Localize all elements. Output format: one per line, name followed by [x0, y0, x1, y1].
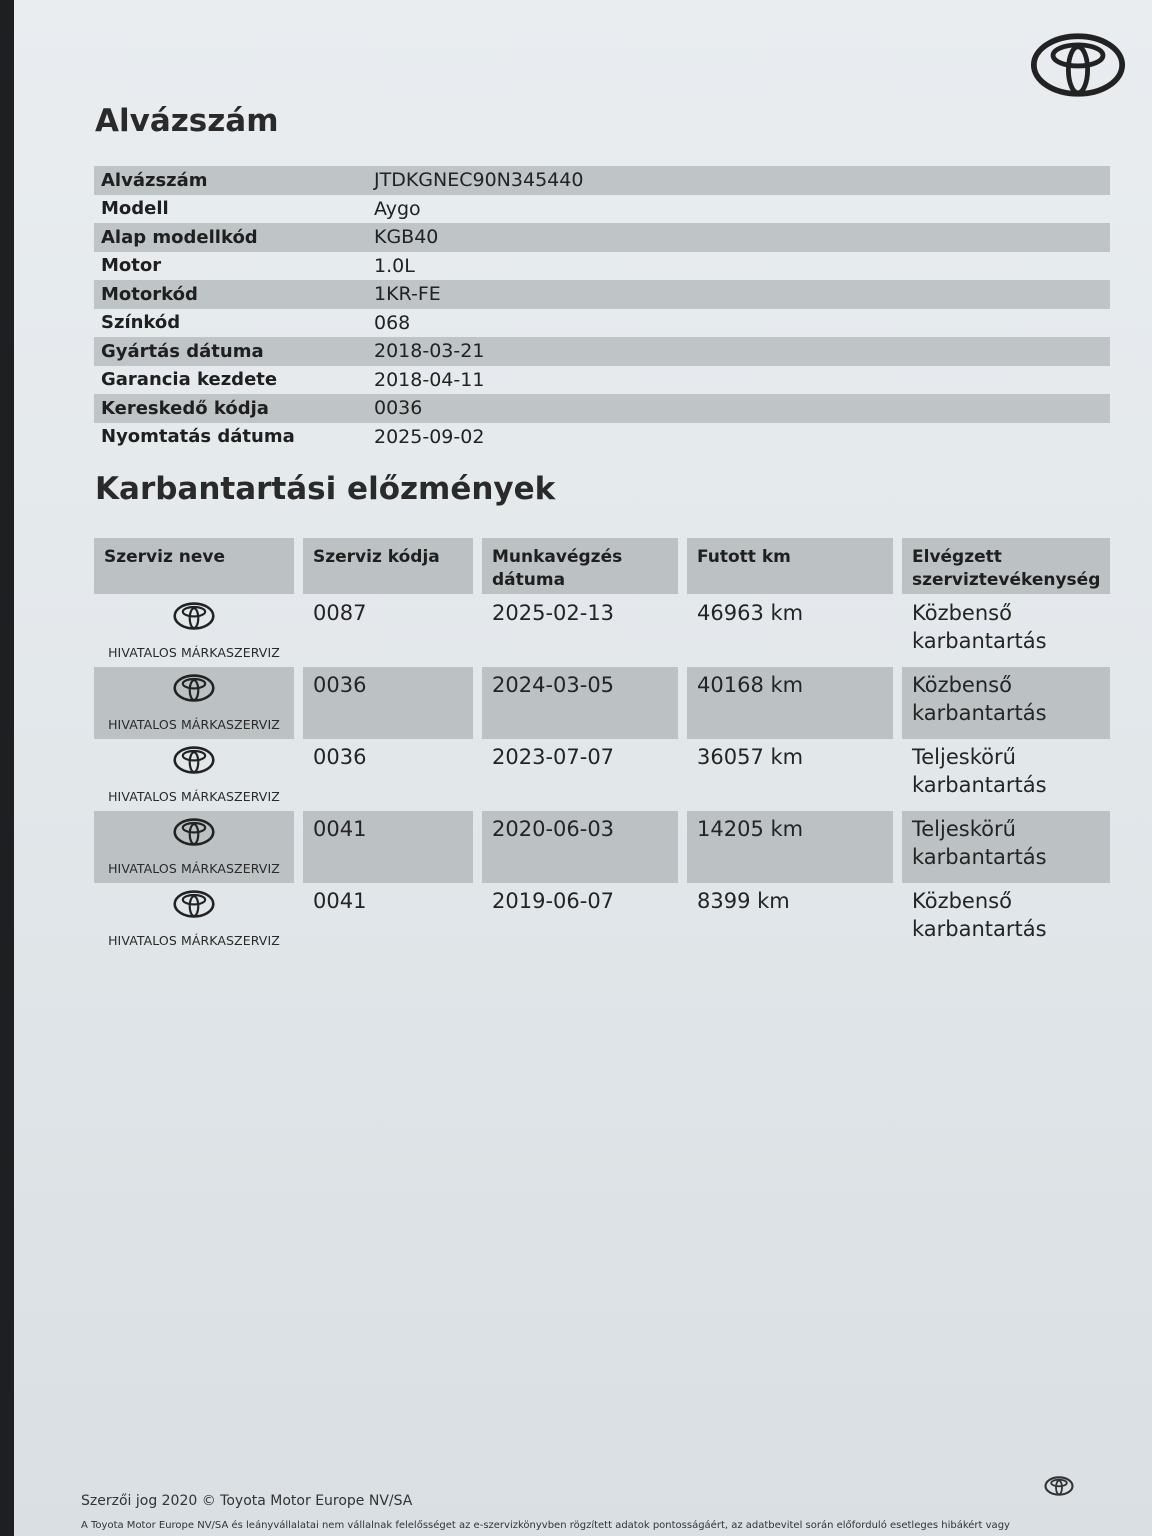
header-mileage: Futott km [687, 538, 893, 594]
service-name-cell [94, 811, 294, 883]
mileage-cell: 36057 km [697, 745, 804, 769]
vin-row-label: Alap modellkód [101, 226, 258, 248]
mileage-cell: 40168 km [687, 667, 893, 739]
vin-row [94, 366, 1110, 395]
service-code-cell: 0041 [303, 811, 473, 883]
toyota-logo-icon [1030, 30, 1126, 100]
service-code-cell: 0041 [313, 889, 367, 913]
activity-cell: Közbenső karbantartás [912, 889, 1047, 941]
activity-cell: Közbenső karbantartás [902, 667, 1110, 739]
table-row [94, 595, 1110, 667]
work-date-cell: 2019-06-07 [492, 889, 615, 913]
vin-row-label: Nyomtatás dátuma [101, 426, 295, 448]
disclaimer-text: A Toyota Motor Europe NV/SA és leányvállalatai nem vállalnak felelősséget az e-szervizkönyvben rögzített adatok pontosságáért, az adatbevitel során előforduló esetleges hibákért vagy [81, 1520, 1010, 1531]
service-code-cell: 0036 [313, 745, 367, 769]
header-service-name: Szerviz neve [94, 538, 294, 594]
vin-row [94, 309, 1110, 338]
mileage-cell: 8399 km [697, 889, 790, 913]
vin-row-label: Garancia kezdete [101, 369, 278, 391]
mileage-cell: 46963 km [697, 601, 804, 625]
activity-cell: Közbenső karbantartás [912, 601, 1047, 653]
table-header [94, 538, 1110, 594]
authorized-dealer-label: HIVATALOS MÁRKASZERVIZ [108, 717, 280, 732]
vin-row-value: KGB40 [374, 226, 439, 249]
vin-section-title: Alvázszám [95, 103, 279, 139]
table-row [94, 739, 1110, 811]
toyota-logo-icon [166, 745, 222, 775]
vin-row-label: Alvázszám [101, 169, 208, 191]
authorized-dealer-label: HIVATALOS MÁRKASZERVIZ [108, 789, 280, 804]
service-name-cell [94, 739, 294, 811]
vin-row-label: Motor [101, 255, 162, 277]
authorized-dealer-label: HIVATALOS MÁRKASZERVIZ [108, 645, 280, 660]
vin-row-value: 068 [374, 311, 411, 334]
vin-row-value: 0036 [374, 397, 423, 420]
vin-row-value: JTDKGNEC90N345440 [374, 169, 584, 192]
authorized-dealer-label: HIVATALOS MÁRKASZERVIZ [108, 861, 280, 876]
toyota-logo-icon [1044, 1475, 1074, 1497]
activity-cell: Teljeskörű karbantartás [912, 745, 1047, 797]
mileage-cell: 14205 km [687, 811, 893, 883]
header-work-date: Munkavégzés dátuma [482, 538, 678, 594]
vin-row-label: Kereskedő kódja [101, 397, 269, 419]
vin-row-value: 1KR-FE [374, 283, 441, 306]
service-name-cell [94, 667, 294, 739]
service-code-cell: 0036 [303, 667, 473, 739]
table-row [94, 667, 1110, 739]
work-date-cell: 2023-07-07 [492, 745, 615, 769]
vin-row [94, 394, 1110, 423]
vin-row [94, 337, 1110, 366]
service-code-cell: 0087 [313, 601, 367, 625]
vin-row-label: Motorkód [101, 283, 198, 305]
vin-row [94, 252, 1110, 281]
vin-row-label: Színkód [101, 312, 181, 334]
vin-row-value: 2018-03-21 [374, 340, 485, 363]
vin-row [94, 423, 1110, 452]
toyota-logo-icon [166, 817, 222, 847]
work-date-cell: 2024-03-05 [482, 667, 678, 739]
work-date-cell: 2025-02-13 [492, 601, 615, 625]
vin-row [94, 195, 1110, 224]
vin-table [94, 166, 1110, 451]
document-page [14, 0, 1152, 1536]
table-row [94, 883, 1110, 955]
vin-row [94, 223, 1110, 252]
copyright-text: Szerzői jog 2020 © Toyota Motor Europe NV/SA [81, 1493, 413, 1509]
vin-row-label: Gyártás dátuma [101, 340, 264, 362]
vin-row-value: Aygo [374, 197, 421, 220]
vin-row [94, 280, 1110, 309]
service-name-cell [94, 883, 294, 955]
vin-row [94, 166, 1110, 195]
toyota-logo-icon [166, 673, 222, 703]
header-activity: Elvégzett szerviztevékenység [902, 538, 1110, 594]
service-section-title: Karbantartási előzmények [95, 471, 556, 507]
toyota-logo-icon [166, 889, 222, 919]
vin-row-value: 2025-09-02 [374, 425, 485, 448]
activity-cell: Teljeskörű karbantartás [902, 811, 1110, 883]
vin-row-value: 1.0L [374, 254, 415, 277]
service-name-cell [94, 595, 294, 667]
table-row [94, 811, 1110, 883]
work-date-cell: 2020-06-03 [482, 811, 678, 883]
vin-row-label: Modell [101, 198, 169, 220]
vin-row-value: 2018-04-11 [374, 368, 485, 391]
toyota-logo-icon [166, 601, 222, 631]
service-history-table [94, 538, 1110, 955]
header-service-code: Szerviz kódja [303, 538, 473, 594]
authorized-dealer-label: HIVATALOS MÁRKASZERVIZ [108, 933, 280, 948]
